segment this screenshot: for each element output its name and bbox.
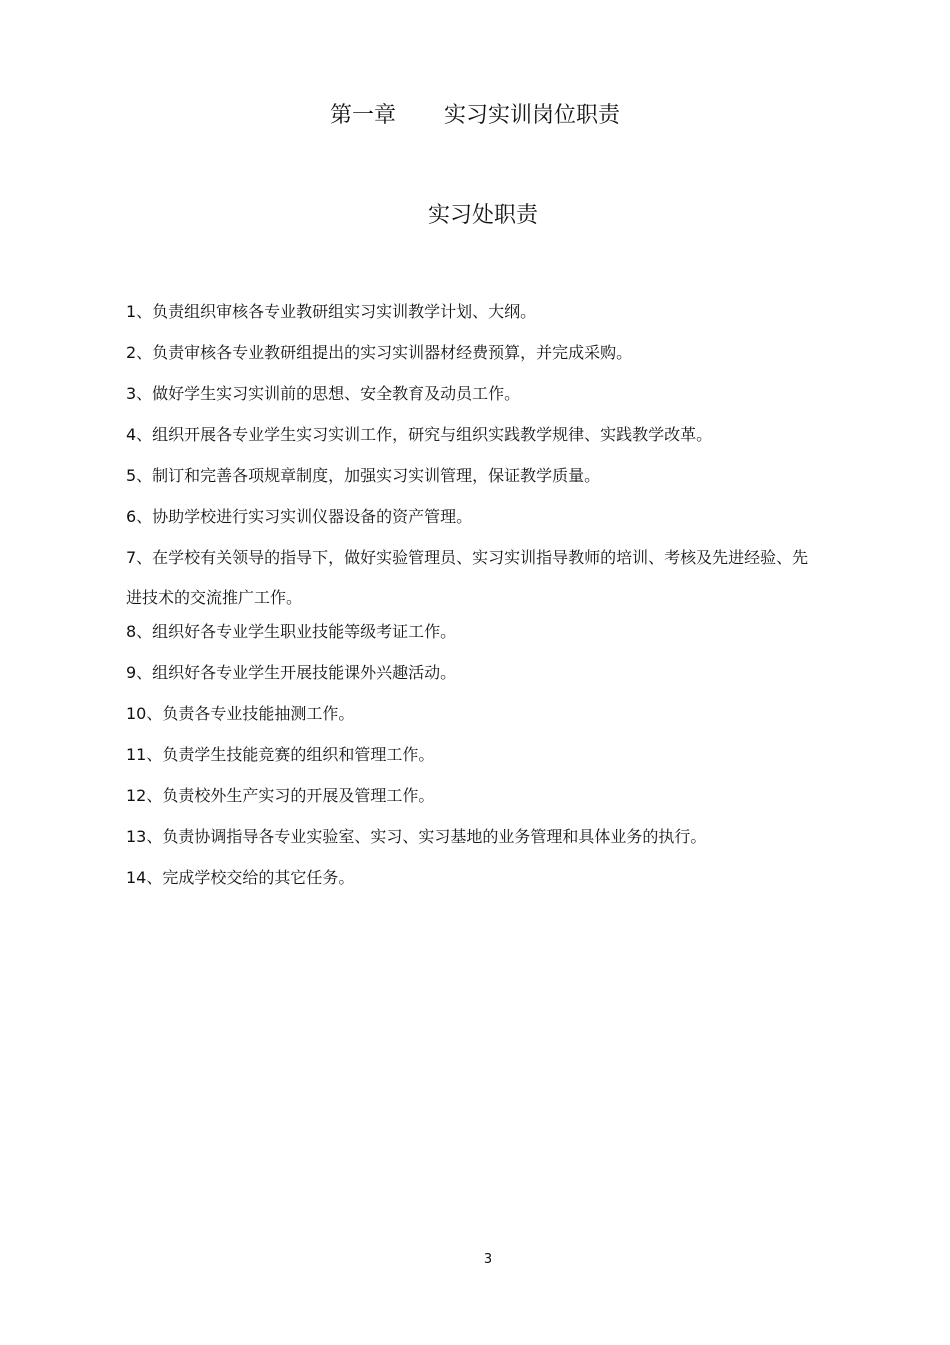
duty-item: 5、制订和完善各项规章制度，加强实习实训管理，保证教学质量。 <box>126 466 601 485</box>
duty-item: 11、负责学生技能竞赛的组织和管理工作。 <box>126 745 435 764</box>
duty-item: 13、负责协调指导各专业实验室、实习、实习基地的业务管理和具体业务的执行。 <box>126 827 707 846</box>
duty-item: 9、组织好各专业学生开展技能课外兴趣活动。 <box>126 663 457 682</box>
duty-item: 10、负责各专业技能抽测工作。 <box>126 704 355 723</box>
duty-item: 1、负责组织审核各专业教研组实习实训教学计划、大纲。 <box>126 302 537 321</box>
section-heading: 实习处职责 <box>427 203 538 228</box>
duty-item: 7、在学校有关领导的指导下，做好实验管理员、实习实训指导教师的培训、考核及先进经验、先进技术的交流推广工作。 <box>126 548 809 607</box>
chapter-heading <box>0 98 950 134</box>
duty-item: 8、组织好各专业学生职业技能等级考证工作。 <box>126 622 457 641</box>
duty-item: 2、负责审核各专业教研组提出的实习实训器材经费预算，并完成采购。 <box>126 343 633 362</box>
chapter-number: 第一章 <box>329 103 396 128</box>
duty-item: 12、负责校外生产实习的开展及管理工作。 <box>126 786 435 805</box>
page-number: 3 <box>483 1252 493 1267</box>
duty-item: 4、组织开展各专业学生实习实训工作，研究与组织实践教学规律、实践教学改革。 <box>126 425 713 444</box>
duty-list <box>126 300 816 907</box>
duty-item: 14、完成学校交给的其它任务。 <box>126 868 355 887</box>
chapter-title: 实习实训岗位职责 <box>444 103 621 128</box>
duty-item: 3、做好学生实习实训前的思想、安全教育及动员工作。 <box>126 384 521 403</box>
duty-item: 6、协助学校进行实习实训仪器设备的资产管理。 <box>126 507 473 526</box>
